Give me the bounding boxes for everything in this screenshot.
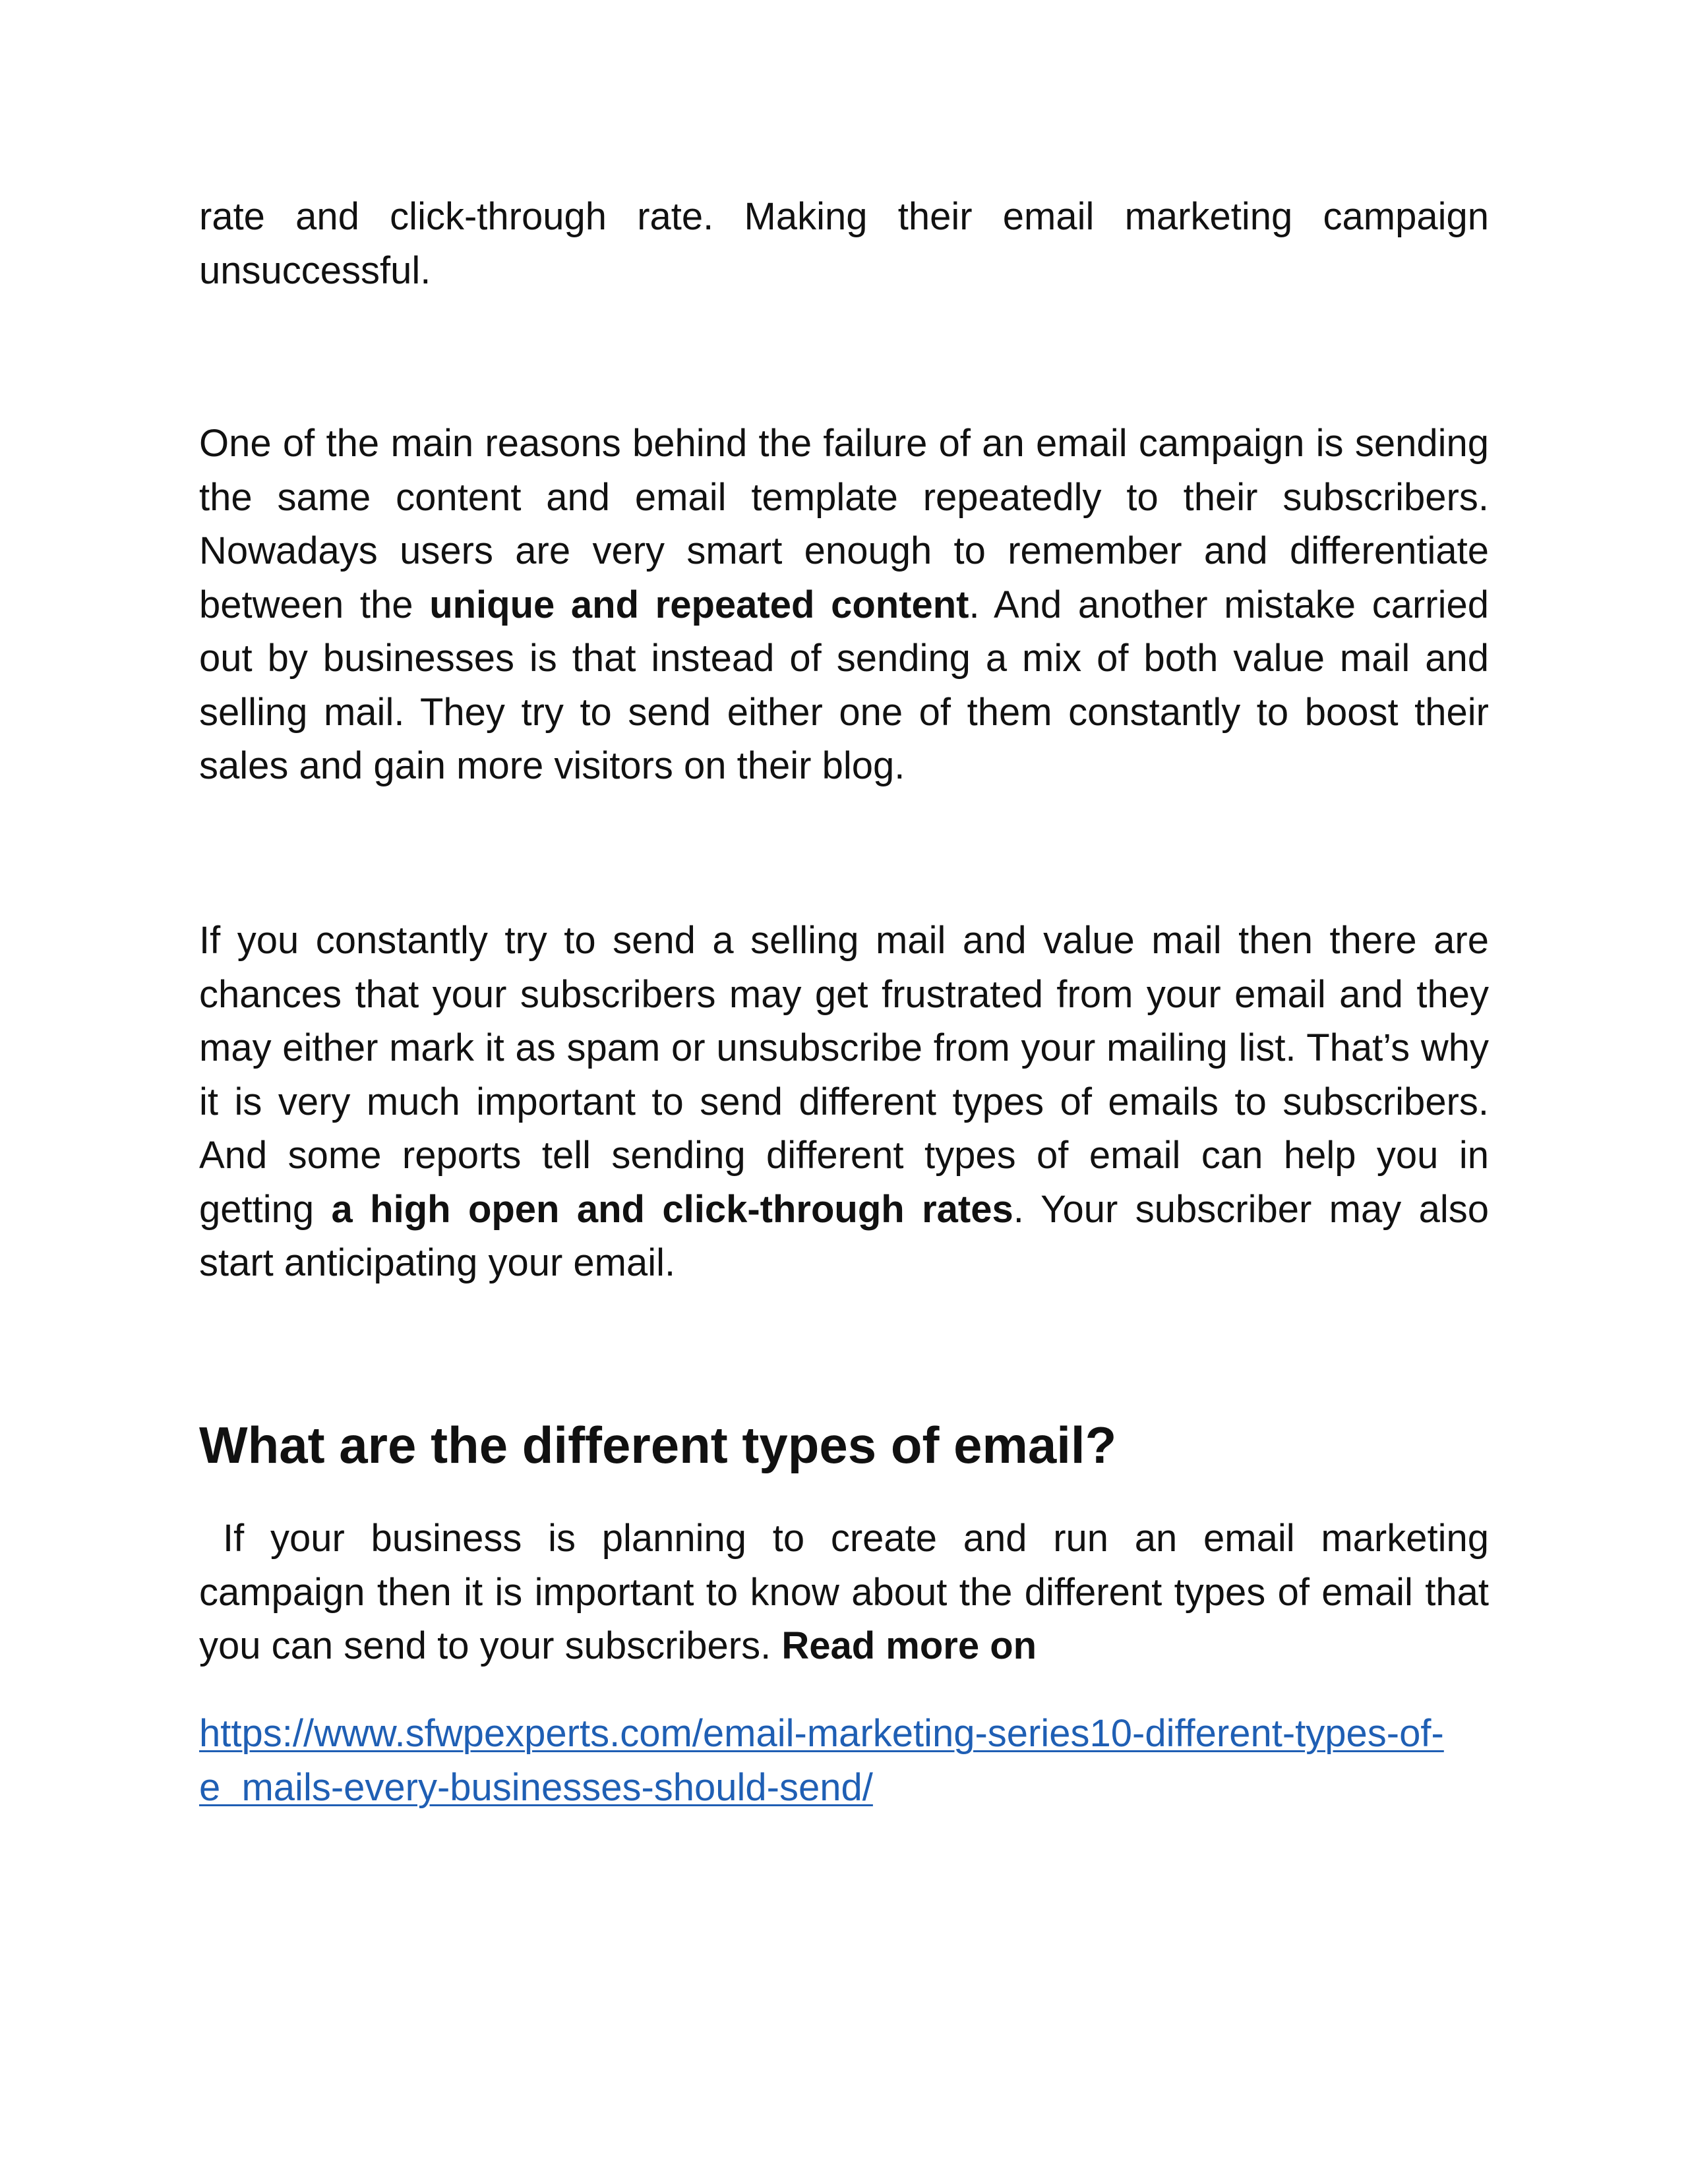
paragraph-text: If you constantly try to send a selling mail and value mail then there are chances that your subscribers may get frustrated from your email and they may either mark it as spam or unsubscribe from your mailing list. That’s why it is very much important to send different types of emails to subscribers. And some reports tell sending different types of email can help you in getting — [199, 919, 1489, 1231]
paragraph-text: rate and click-through rate. Making their email marketing campaign unsuccessful. — [199, 195, 1489, 292]
paragraph-types-intro — [199, 1512, 1489, 1673]
paragraph-email-variety — [199, 914, 1489, 1290]
paragraph-text: . And another mistake carried out by businesses is that instead of sending a mix of both value mail and selling mail. They try to send either one of them constantly to boost their sales and gain more visitors on their blog. — [199, 583, 1489, 787]
section-heading: What are the different types of email? — [199, 1416, 1117, 1474]
paragraph-text: One of the main reasons behind the failure of an email campaign is sending the same content and email template repeatedly to their subscribers. Nowadays users are very smart enough to remember and differentiate between the — [199, 422, 1489, 626]
bold-phrase: unique and repeated content — [429, 583, 969, 626]
paragraph-intro-continuation — [199, 190, 1489, 297]
read-more-label: Read more on — [781, 1624, 1037, 1667]
paragraph-text: . Your subscriber may also start anticipating your email. — [199, 1187, 1490, 1284]
bold-phrase: a high open and click-through rates — [331, 1187, 1013, 1231]
read-more-link[interactable] — [199, 1707, 1489, 1814]
link-line-1[interactable]: https://www.sfwpexperts.com/email-marketing-series10-different-types-of- — [199, 1712, 1444, 1755]
read-more-link-block — [199, 1707, 1489, 1814]
paragraph-failure-reasons — [199, 417, 1489, 793]
paragraph-text: If your business is planning to create and run an email marketing campaign then it is important to know about the different types of email that you can send to your subscribers. — [199, 1517, 1489, 1667]
link-line-2[interactable]: e mails-every-businesses-should-send/ — [199, 1765, 873, 1809]
